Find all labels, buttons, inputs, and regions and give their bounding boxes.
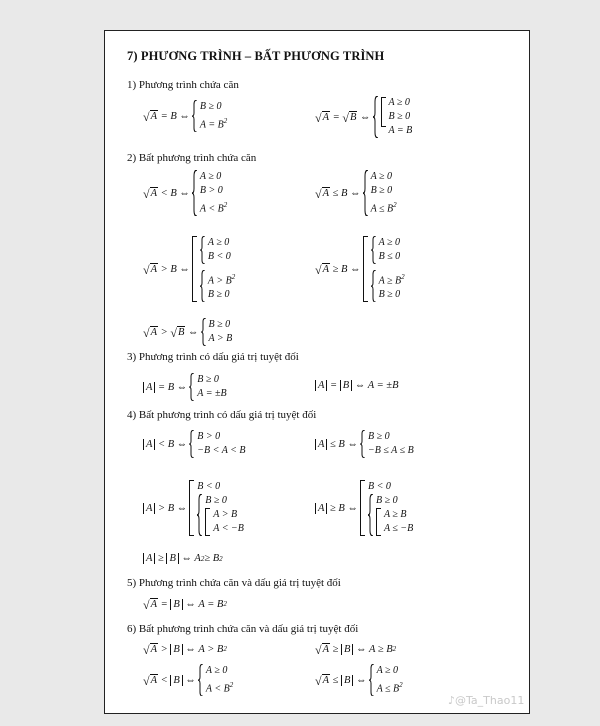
formula-sqrtA-gt-sqrtB: √ A > √ B ⇔ B ≥ 0 A > B	[143, 319, 233, 344]
formula-absA-ge-B: A ≥ B ⇔ B < 0 B ≥ 0 A ≥ B A ≤ −B	[315, 471, 413, 545]
section-heading-6: 6) Bất phương trình chứa căn và dấu giá trị tuyệt đối	[127, 623, 359, 635]
formula-sqrtA-ge-absB: √ A ≥ B ⇔ A ≥ B 2	[315, 643, 397, 657]
formula-sqrtA-le-absB: √ A ≤ B ⇔ A ≥ 0 $A \le B^2$	[315, 664, 403, 695]
formula-absA-lt-B: A < B ⇔ B > 0 −B < A < B	[143, 428, 246, 460]
section-heading-4: 4) Bất phương trình có dấu giá trị tuyệt đối	[127, 409, 317, 421]
formula-sqrtA-eq-sqrtB: √ A = √ B ⇔ A ≥ 0 B ≥ 0 A = B	[315, 97, 413, 136]
formula-sqrtA-le-B: √ A ≤ B ⇔ A ≥ 0 B ≥ 0 $A \le B^2$	[315, 170, 397, 215]
section-heading-2: 2) Bất phương trình chứa căn	[127, 152, 257, 164]
formula-sqrtA-gt-absB: √ A > B ⇔ A > B 2	[143, 643, 227, 657]
formula-sqrtA-lt-absB: √ A < B ⇔ A ≥ 0 $A < B^2$	[143, 664, 234, 695]
formula-absA-eq-absB: A = B ⇔ A = ±B	[315, 380, 398, 391]
formula-sqrtA-ge-B: √ A ≥ B ⇔ A ≥ 0 B ≤ 0 $A \ge B^2$ B ≥ 0	[315, 236, 405, 301]
section-heading-3: 3) Phương trình có dấu giá trị tuyệt đối	[127, 351, 299, 363]
watermark: ♪@Ta_Thao11	[448, 694, 525, 707]
formula-sqrtA-eq-B: √ A = B ⇔ B ≥ 0 $A = B^2$	[143, 100, 228, 131]
section-heading-5: 5) Phương trình chứa căn và dấu giá trị tuyệt đối	[127, 577, 341, 589]
section-heading-1: 1) Phương trình chứa căn	[127, 79, 239, 91]
page-title: 7) PHƯƠNG TRÌNH – BẤT PHƯƠNG TRÌNH	[127, 49, 385, 63]
document-page	[104, 30, 530, 714]
formula-sqrtA-gt-B: √ A > B ⇔ A ≥ 0 B < 0 $A > B^2$ B ≥ 0	[143, 236, 236, 301]
formula-absA-gt-B: A > B ⇔ B < 0 B ≥ 0 A > B A < −B	[143, 471, 244, 545]
formula-absA-ge-absB: A ≥ B ⇔ A 2 ≥ B 2	[143, 553, 223, 564]
formula-absA-le-B: A ≤ B ⇔ B ≥ 0 −B ≤ A ≤ B	[315, 428, 414, 460]
formula-sqrtA-lt-B: √ A < B ⇔ A ≥ 0 B > 0 $A < B^2$	[143, 170, 228, 215]
formula-absA-eq-B: A = B ⇔ B ≥ 0 A = ±B	[143, 371, 227, 403]
formula-sqrtA-eq-absB: √ A = B ⇔ A = B 2	[143, 598, 227, 612]
